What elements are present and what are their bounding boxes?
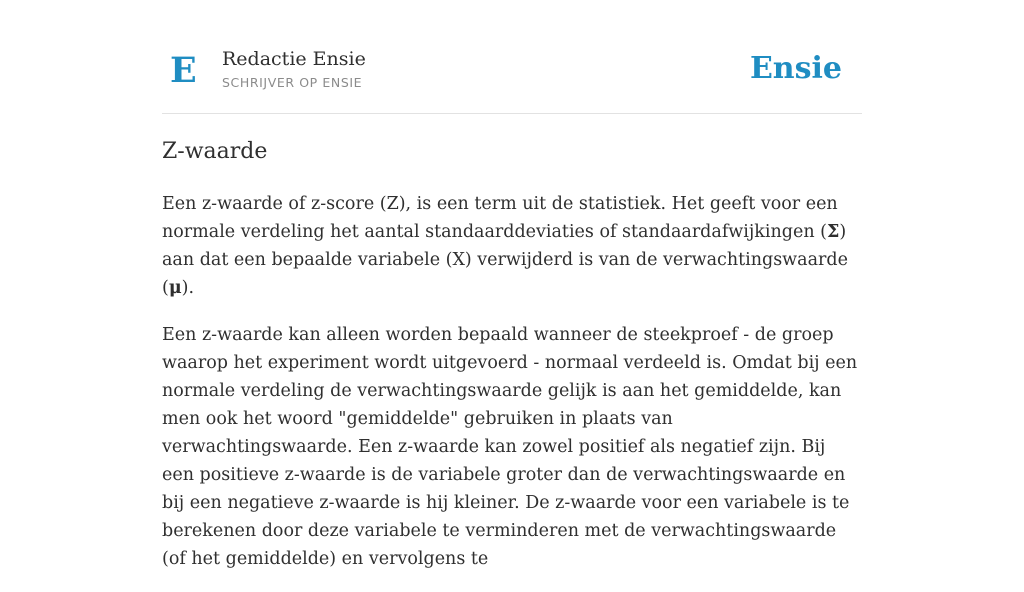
paragraph-2: Een z-waarde kan alleen worden bepaald wanneer de steekproef - de groep waarop het experiment wordt uitgevoerd - normaal verdeeld is. Omdat bij een normale verdeling de verwachtingswaarde gelijk is aan het gemiddelde, kan men ook het woord "gemiddelde" gebruiken in plaats van verwachtingswaarde. Een z-waarde kan zowel positief als negatief zijn. Bij een positieve z-waarde is de variabele groter dan de verwachtingswaarde en bij een negatieve z-waarde is hij kleiner. De z-waarde voor een variabele is te berekenen door deze variabele te verminderen met de verwachtingswaarde (of het gemiddelde) en vervolgens te [162,325,858,569]
header [162,40,862,114]
brand-logo[interactable]: Ensie [749,51,842,86]
mu-symbol: μ [168,278,182,298]
author-name[interactable]: Redactie Ensie [222,48,366,70]
paragraph-1-text-a: Een z-waarde of z-score (Z), is een term uit de statistiek. Het geeft voor een normale verdeling het aantal standaarddeviaties of standaardafwijkingen ( [162,194,838,242]
paragraph-1-text-b: ) aan dat een bepaalde variabele (X) verwijderd is van de verwachtingswaarde ( [162,222,848,298]
author-role: SCHRIJVER OP ENSIE [222,75,363,90]
paragraph-1-text-c: ). [181,278,195,298]
article-body [162,190,862,592]
author-logo-icon[interactable]: E [170,50,197,91]
page [162,0,862,569]
paragraph-1 [162,190,862,302]
article-title: Z-waarde [162,139,268,164]
sigma-symbol: Σ [827,222,840,242]
